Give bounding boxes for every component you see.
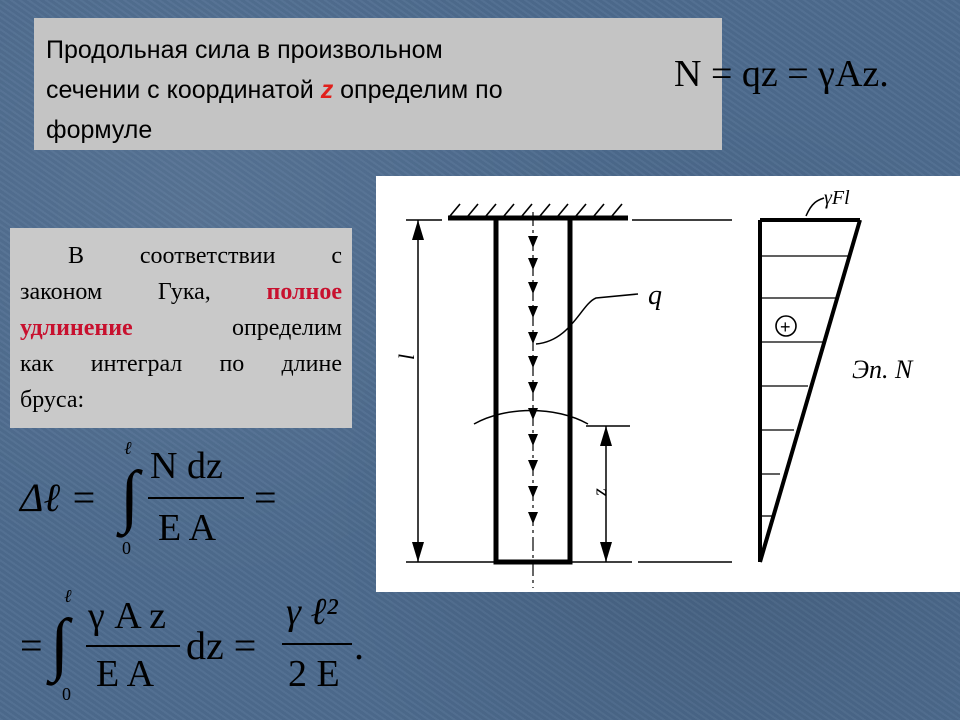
support-hatching [450, 204, 622, 216]
intro-line-2-start: сечении с координатой [46, 76, 321, 104]
formula2-lower-limit: 0 [62, 684, 71, 704]
formula2-numerator-1: γ A z [88, 595, 167, 637]
formula1-fraction-bar [148, 497, 244, 499]
hooke-row-5: бруса: [20, 387, 85, 413]
formula1-denominator: E A [158, 507, 217, 549]
intro-line-2 [46, 70, 712, 110]
hooke-row-3: удлинение определим [20, 310, 342, 346]
bar-diagram-svg [376, 176, 960, 592]
formula2-middle: dz = [186, 623, 257, 668]
hooke-row-2: законом Гука, полное [20, 274, 342, 310]
hooke-text-box [10, 228, 352, 428]
formula2-denominator-1: E A [96, 653, 155, 695]
plus-sign: + [780, 317, 791, 337]
intro-line-1: Продольная сила в произвольном [46, 36, 443, 64]
formula1-numerator: N dz [150, 445, 223, 487]
formula2-tail: . [354, 623, 364, 668]
integral-sign-2: ∫ [50, 606, 70, 683]
load-label-q: q [648, 280, 662, 311]
formula2-lhs: = [20, 623, 43, 668]
hooke-row-4: как интеграл по длине [20, 351, 342, 377]
dimension-label-z: z [589, 488, 611, 496]
epure-hatching [760, 256, 849, 516]
formula2-denominator-2: 2 E [288, 653, 340, 695]
formula1-tail: = [254, 475, 277, 520]
formula-axial-force: N = qz = γAz. [674, 53, 889, 95]
formula1-upper-limit: ℓ [124, 438, 132, 458]
hooke-row-1: В соответствии с [68, 243, 342, 269]
formula2-upper-limit: ℓ [64, 586, 72, 606]
integral-sign-1: ∫ [120, 458, 140, 535]
highlight-elongation: удлинение [20, 315, 133, 341]
formula1-lhs: Δℓ = [20, 475, 98, 520]
intro-line-3: формуле [46, 116, 153, 144]
formula1-lower-limit: 0 [122, 538, 131, 558]
epure-top-value: γFl [824, 187, 850, 209]
formula2-numerator-2: γ ℓ² [286, 591, 338, 633]
highlight-full: полное [266, 279, 342, 305]
epure-label: Эп. N [852, 355, 913, 384]
formula2-fraction-bar-2 [282, 643, 352, 645]
q-leader [536, 294, 638, 344]
intro-text-box [34, 18, 722, 150]
intro-line-2-end: определим по [333, 76, 503, 104]
formula2-fraction-bar-1 [86, 645, 180, 647]
coordinate-variable: z [320, 76, 334, 104]
epure-hypotenuse [760, 220, 860, 562]
dimension-label-l: l [394, 353, 419, 360]
bar-diagram [376, 176, 960, 592]
